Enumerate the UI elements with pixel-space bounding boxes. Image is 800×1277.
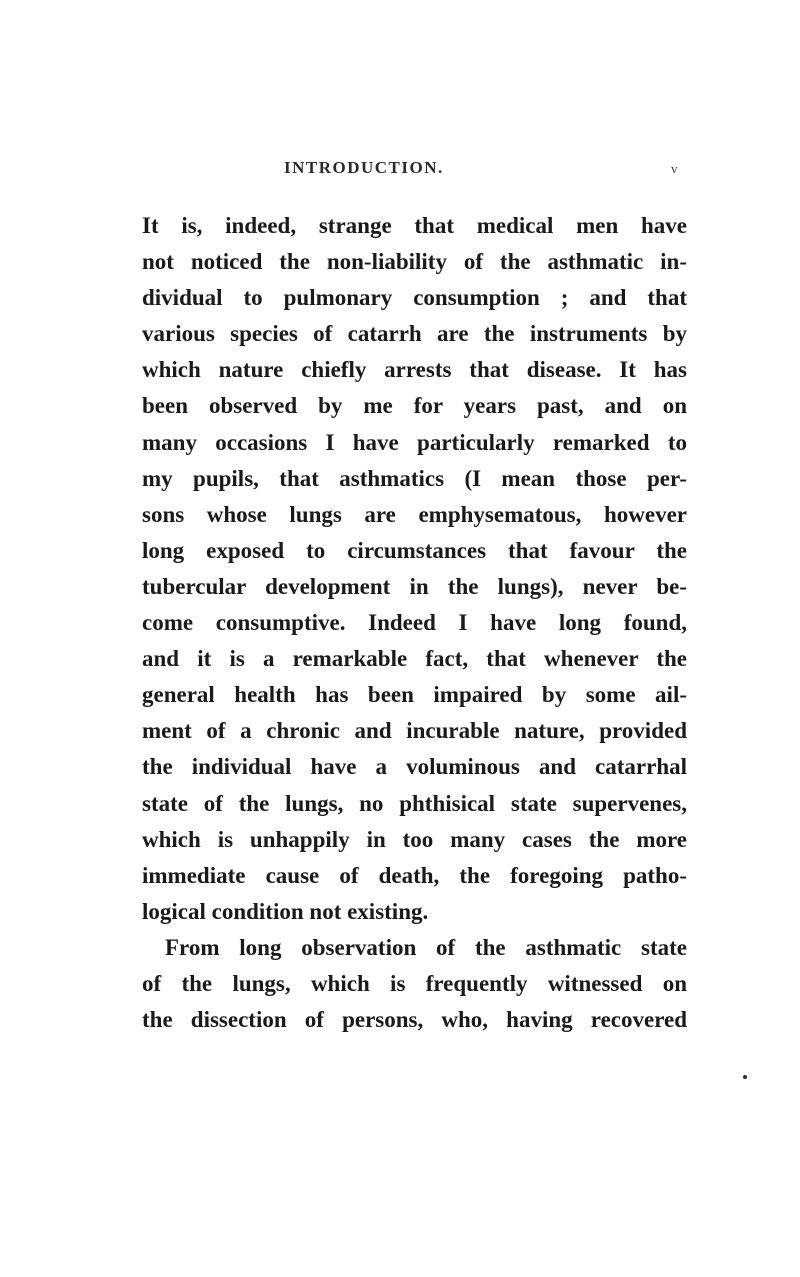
text-line: immediate cause of death, the foregoing patho- [142,862,687,888]
text-line: tubercular development in the lungs), never be- [142,573,687,599]
text-line: It is, indeed, strange that medical men have [142,213,687,238]
text-line: the individual have a voluminous and catarrhal [142,754,687,780]
text-line: many occasions I have particularly remarked to [142,429,687,455]
text-line: and it is a remarkable fact, that whenever the [142,646,687,672]
text-line: sons whose lungs are emphysematous, however [142,501,687,527]
text-line: From long observation of the asthmatic state [165,934,687,960]
text-line: state of the lungs, no phthisical state supervenes, [142,790,687,816]
body-text [142,208,687,1038]
text-line: long exposed to circumstances that favour the [142,537,687,563]
text-line: dividual to pulmonary consumption ; and that [142,285,687,311]
text-line: been observed by me for years past, and on [142,393,687,419]
text-line: my pupils, that asthmatics (I mean those per- [142,465,687,491]
ink-speck [743,1075,747,1079]
text-line: which is unhappily in too many cases the more [142,826,687,852]
text-line: general health has been impaired by some ail- [142,682,687,708]
text-line: come consumptive. Indeed I have long found, [142,610,687,636]
text-line: the dissection of persons, who, having recovered [142,1007,687,1033]
text-line: not noticed the non-liability of the asthmatic in- [142,249,687,275]
page-number: v [671,161,678,176]
text-line: logical condition not existing. [142,898,429,924]
running-head [0,158,800,182]
text-line: ment of a chronic and incurable nature, provided [142,718,687,744]
text-line: which nature chiefly arrests that disease. It has [142,357,687,383]
text-line: various species of catarrh are the instruments by [142,321,687,347]
running-title: INTRODUCTION. [284,158,444,177]
text-line: of the lungs, which is frequently witnessed on [142,970,687,996]
